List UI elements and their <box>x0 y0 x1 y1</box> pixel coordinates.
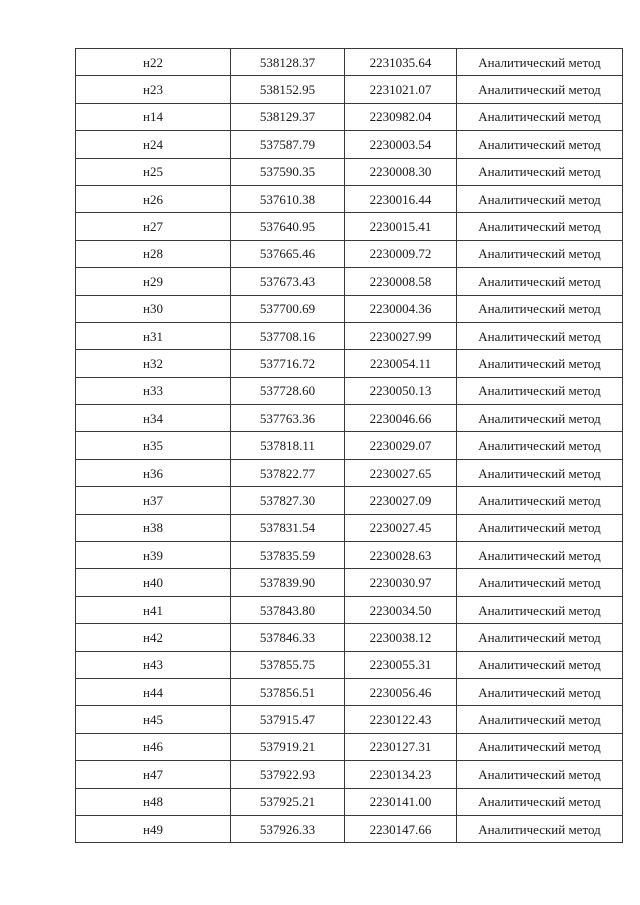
y-coordinate-cell: 2230027.45 <box>345 514 457 541</box>
y-coordinate-cell: 2230038.12 <box>345 624 457 651</box>
point-name-cell: н39 <box>76 542 231 569</box>
method-cell: Аналитический метод <box>457 158 623 185</box>
table-row <box>76 377 623 404</box>
method-cell: Аналитический метод <box>457 240 623 267</box>
x-coordinate-cell: 537610.38 <box>231 185 345 212</box>
table-row <box>76 542 623 569</box>
point-name-cell: н26 <box>76 185 231 212</box>
point-name-cell: н27 <box>76 213 231 240</box>
point-name-cell: н37 <box>76 487 231 514</box>
y-coordinate-cell: 2230008.58 <box>345 268 457 295</box>
point-name-cell: н42 <box>76 624 231 651</box>
x-coordinate-cell: 538152.95 <box>231 76 345 103</box>
y-coordinate-cell: 2230050.13 <box>345 377 457 404</box>
x-coordinate-cell: 537856.51 <box>231 678 345 705</box>
point-name-cell: н38 <box>76 514 231 541</box>
point-name-cell: н34 <box>76 405 231 432</box>
point-name-cell: н49 <box>76 815 231 842</box>
method-cell: Аналитический метод <box>457 459 623 486</box>
table-row <box>76 596 623 623</box>
y-coordinate-cell: 2230122.43 <box>345 706 457 733</box>
point-name-cell: н22 <box>76 49 231 76</box>
y-coordinate-cell: 2230015.41 <box>345 213 457 240</box>
x-coordinate-cell: 537587.79 <box>231 131 345 158</box>
method-cell: Аналитический метод <box>457 322 623 349</box>
y-coordinate-cell: 2231035.64 <box>345 49 457 76</box>
method-cell: Аналитический метод <box>457 569 623 596</box>
x-coordinate-cell: 537818.11 <box>231 432 345 459</box>
y-coordinate-cell: 2230055.31 <box>345 651 457 678</box>
x-coordinate-cell: 537925.21 <box>231 788 345 815</box>
y-coordinate-cell: 2230028.63 <box>345 542 457 569</box>
table-row <box>76 131 623 158</box>
point-name-cell: н30 <box>76 295 231 322</box>
y-coordinate-cell: 2230034.50 <box>345 596 457 623</box>
point-name-cell: н32 <box>76 350 231 377</box>
method-cell: Аналитический метод <box>457 377 623 404</box>
x-coordinate-cell: 537716.72 <box>231 350 345 377</box>
y-coordinate-cell: 2230141.00 <box>345 788 457 815</box>
x-coordinate-cell: 537590.35 <box>231 158 345 185</box>
point-name-cell: н41 <box>76 596 231 623</box>
x-coordinate-cell: 537843.80 <box>231 596 345 623</box>
table-row <box>76 624 623 651</box>
point-name-cell: н25 <box>76 158 231 185</box>
method-cell: Аналитический метод <box>457 295 623 322</box>
y-coordinate-cell: 2230982.04 <box>345 103 457 130</box>
table-row <box>76 788 623 815</box>
point-name-cell: н47 <box>76 761 231 788</box>
x-coordinate-cell: 537728.60 <box>231 377 345 404</box>
method-cell: Аналитический метод <box>457 651 623 678</box>
point-name-cell: н40 <box>76 569 231 596</box>
method-cell: Аналитический метод <box>457 131 623 158</box>
x-coordinate-cell: 537922.93 <box>231 761 345 788</box>
table-row <box>76 651 623 678</box>
table-row <box>76 706 623 733</box>
method-cell: Аналитический метод <box>457 350 623 377</box>
x-coordinate-cell: 537839.90 <box>231 569 345 596</box>
y-coordinate-cell: 2230009.72 <box>345 240 457 267</box>
x-coordinate-cell: 537827.30 <box>231 487 345 514</box>
table-row <box>76 815 623 842</box>
method-cell: Аналитический метод <box>457 405 623 432</box>
method-cell: Аналитический метод <box>457 185 623 212</box>
point-name-cell: н48 <box>76 788 231 815</box>
point-name-cell: н29 <box>76 268 231 295</box>
table-row <box>76 405 623 432</box>
x-coordinate-cell: 537640.95 <box>231 213 345 240</box>
x-coordinate-cell: 537673.43 <box>231 268 345 295</box>
method-cell: Аналитический метод <box>457 596 623 623</box>
coordinates-table-body <box>76 49 623 843</box>
table-row <box>76 432 623 459</box>
x-coordinate-cell: 537926.33 <box>231 815 345 842</box>
table-row <box>76 185 623 212</box>
point-name-cell: н44 <box>76 678 231 705</box>
point-name-cell: н31 <box>76 322 231 349</box>
method-cell: Аналитический метод <box>457 761 623 788</box>
table-row <box>76 76 623 103</box>
table-row <box>76 322 623 349</box>
table-row <box>76 240 623 267</box>
y-coordinate-cell: 2230029.07 <box>345 432 457 459</box>
x-coordinate-cell: 537835.59 <box>231 542 345 569</box>
y-coordinate-cell: 2230003.54 <box>345 131 457 158</box>
x-coordinate-cell: 537855.75 <box>231 651 345 678</box>
method-cell: Аналитический метод <box>457 542 623 569</box>
table-row <box>76 487 623 514</box>
table-row <box>76 678 623 705</box>
table-row <box>76 213 623 240</box>
method-cell: Аналитический метод <box>457 678 623 705</box>
table-row <box>76 268 623 295</box>
y-coordinate-cell: 2230027.09 <box>345 487 457 514</box>
method-cell: Аналитический метод <box>457 76 623 103</box>
method-cell: Аналитический метод <box>457 624 623 651</box>
method-cell: Аналитический метод <box>457 514 623 541</box>
x-coordinate-cell: 538129.37 <box>231 103 345 130</box>
x-coordinate-cell: 537846.33 <box>231 624 345 651</box>
method-cell: Аналитический метод <box>457 815 623 842</box>
y-coordinate-cell: 2230056.46 <box>345 678 457 705</box>
method-cell: Аналитический метод <box>457 487 623 514</box>
x-coordinate-cell: 537919.21 <box>231 733 345 760</box>
point-name-cell: н24 <box>76 131 231 158</box>
x-coordinate-cell: 537822.77 <box>231 459 345 486</box>
table-row <box>76 761 623 788</box>
point-name-cell: н14 <box>76 103 231 130</box>
method-cell: Аналитический метод <box>457 103 623 130</box>
method-cell: Аналитический метод <box>457 432 623 459</box>
y-coordinate-cell: 2230054.11 <box>345 350 457 377</box>
point-name-cell: н36 <box>76 459 231 486</box>
x-coordinate-cell: 537831.54 <box>231 514 345 541</box>
table-row <box>76 514 623 541</box>
method-cell: Аналитический метод <box>457 733 623 760</box>
x-coordinate-cell: 537708.16 <box>231 322 345 349</box>
y-coordinate-cell: 2230027.65 <box>345 459 457 486</box>
y-coordinate-cell: 2230008.30 <box>345 158 457 185</box>
x-coordinate-cell: 537915.47 <box>231 706 345 733</box>
method-cell: Аналитический метод <box>457 268 623 295</box>
y-coordinate-cell: 2230147.66 <box>345 815 457 842</box>
table-row <box>76 459 623 486</box>
coordinates-table <box>75 48 623 843</box>
table-row <box>76 103 623 130</box>
table-row <box>76 733 623 760</box>
table-row <box>76 295 623 322</box>
point-name-cell: н33 <box>76 377 231 404</box>
method-cell: Аналитический метод <box>457 49 623 76</box>
table-row <box>76 49 623 76</box>
y-coordinate-cell: 2230030.97 <box>345 569 457 596</box>
point-name-cell: н45 <box>76 706 231 733</box>
x-coordinate-cell: 537665.46 <box>231 240 345 267</box>
point-name-cell: н28 <box>76 240 231 267</box>
point-name-cell: н23 <box>76 76 231 103</box>
x-coordinate-cell: 537763.36 <box>231 405 345 432</box>
y-coordinate-cell: 2230016.44 <box>345 185 457 212</box>
point-name-cell: н35 <box>76 432 231 459</box>
method-cell: Аналитический метод <box>457 213 623 240</box>
table-row <box>76 158 623 185</box>
y-coordinate-cell: 2230046.66 <box>345 405 457 432</box>
point-name-cell: н46 <box>76 733 231 760</box>
y-coordinate-cell: 2230004.36 <box>345 295 457 322</box>
y-coordinate-cell: 2230127.31 <box>345 733 457 760</box>
x-coordinate-cell: 538128.37 <box>231 49 345 76</box>
x-coordinate-cell: 537700.69 <box>231 295 345 322</box>
table-row <box>76 569 623 596</box>
method-cell: Аналитический метод <box>457 706 623 733</box>
y-coordinate-cell: 2231021.07 <box>345 76 457 103</box>
y-coordinate-cell: 2230027.99 <box>345 322 457 349</box>
method-cell: Аналитический метод <box>457 788 623 815</box>
point-name-cell: н43 <box>76 651 231 678</box>
table-row <box>76 350 623 377</box>
y-coordinate-cell: 2230134.23 <box>345 761 457 788</box>
